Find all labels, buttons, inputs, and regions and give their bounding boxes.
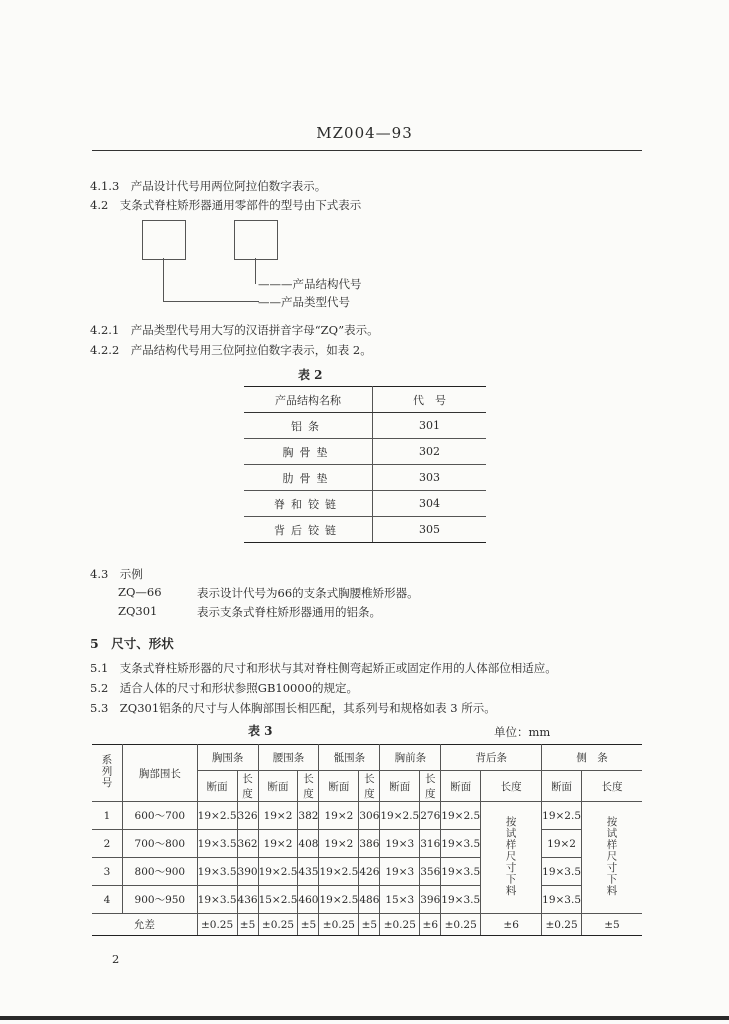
table-row [92, 830, 642, 858]
side-length-note: 按试样尺寸下料 [582, 802, 643, 914]
tolerance-cell: ±6 [481, 914, 542, 936]
section5-title: 5 尺寸、形状 [90, 636, 174, 651]
table3-group: 腰围条 [258, 745, 319, 771]
clause-4-2-2: 4.2.2 产品结构代号用三位阿拉伯数字表示，如表 2。 [90, 343, 372, 357]
table3-sub-section: 断面 [380, 771, 420, 802]
table3-sub-section: 断面 [197, 771, 237, 802]
value-cell: 426 [359, 858, 380, 886]
table3-group: 胸围条 [197, 745, 258, 771]
table2-header-row [244, 387, 486, 413]
value-cell: 19×3 [380, 858, 420, 886]
value-cell: 19×3.5 [441, 886, 481, 914]
table3-sub-length: 长度 [481, 771, 542, 802]
table-row [244, 413, 486, 439]
tolerance-cell: ±5 [237, 914, 258, 936]
table3-group: 骶围条 [319, 745, 380, 771]
value-cell: 19×2.5 [319, 858, 359, 886]
side-section-cell: 19×3.5 [542, 886, 582, 914]
value-cell: 19×2.5 [441, 802, 481, 830]
value-cell: 436 [237, 886, 258, 914]
table3-sub-length: 长度 [582, 771, 643, 802]
value-cell: 408 [298, 830, 319, 858]
type-code-box [142, 220, 186, 260]
value-cell: 362 [237, 830, 258, 858]
clause-4-2-1: 4.2.1 产品类型代号用大写的汉语拼音字母“ZQ”表示。 [90, 323, 379, 337]
value-cell: 19×2.5 [197, 802, 237, 830]
value-cell: 396 [420, 886, 441, 914]
table3 [92, 744, 642, 936]
value-cell: 486 [359, 886, 380, 914]
table3-sub-section: 断面 [258, 771, 298, 802]
table-row [244, 465, 486, 491]
value-cell: 19×3.5 [197, 886, 237, 914]
tolerance-cell: ±0.25 [542, 914, 582, 936]
table-row [244, 517, 486, 543]
side-section-cell: 19×2.5 [542, 802, 582, 830]
value-cell: 382 [298, 802, 319, 830]
value-cell: 19×3.5 [441, 858, 481, 886]
value-cell: 460 [298, 886, 319, 914]
table3-group: 胸前条 [380, 745, 441, 771]
clause-5-1: 5.1 支条式脊柱矫形器的尺寸和形状与其对脊柱侧弯起矫正或固定作用的人体部位相适应。 [90, 661, 557, 675]
structure-code-label: ———产品结构代号 [258, 277, 362, 291]
table2-header-name: 产品结构名称 [244, 387, 373, 413]
value-cell: 386 [359, 830, 380, 858]
type-leader-h [163, 301, 259, 302]
clause-4-2: 4.2 支条式脊柱矫形器通用零部件的型号由下式表示 [90, 198, 362, 212]
type-leader-v [163, 258, 164, 302]
table3-sub-section: 断面 [441, 771, 481, 802]
table3-unit: 单位：mm [494, 725, 551, 739]
tolerance-row [92, 914, 642, 936]
table2-name: 胸骨垫 [244, 439, 373, 465]
table2-header-code: 代 号 [373, 387, 487, 413]
table2-name: 脊和铰链 [244, 491, 373, 517]
value-cell: 15×3 [380, 886, 420, 914]
value-cell: 19×3.5 [197, 858, 237, 886]
table2-code: 305 [373, 517, 487, 543]
clause-5-2: 5.2 适合人体的尺寸和形状参照GB10000的规定。 [90, 681, 359, 695]
table3-group: 背后条 [441, 745, 542, 771]
table-row [92, 858, 642, 886]
value-cell: 19×2.5 [258, 858, 298, 886]
example-2-code: ZQ301 [118, 604, 158, 618]
tolerance-cell: ±0.25 [441, 914, 481, 936]
table3-title: 表 3 [248, 724, 273, 738]
table-row [244, 439, 486, 465]
table3-sub-section: 断面 [542, 771, 582, 802]
table3-group: 侧 条 [542, 745, 642, 771]
tolerance-cell: ±0.25 [197, 914, 237, 936]
tolerance-cell: ±5 [298, 914, 319, 936]
header-rule [92, 150, 642, 151]
table2-name: 铝条 [244, 413, 373, 439]
value-cell: 306 [359, 802, 380, 830]
tolerance-cell: ±0.25 [258, 914, 298, 936]
tolerance-cell: ±0.25 [319, 914, 359, 936]
chest-cell: 600～700 [123, 802, 198, 830]
table3-sub-section: 断面 [319, 771, 359, 802]
value-cell: 276 [420, 802, 441, 830]
chest-cell: 900～950 [123, 886, 198, 914]
page-bottom-edge [0, 1016, 729, 1020]
type-code-label: ——产品类型代号 [258, 295, 350, 309]
page-number: 2 [112, 952, 120, 966]
tolerance-cell: ±5 [359, 914, 380, 936]
table3-sub-length: 长度 [420, 771, 441, 802]
table2-code: 303 [373, 465, 487, 491]
series-cell: 2 [92, 830, 123, 858]
series-cell: 4 [92, 886, 123, 914]
tolerance-cell: ±0.25 [380, 914, 420, 936]
value-cell: 19×3 [380, 830, 420, 858]
table3-col-series: 系列号 [92, 745, 123, 802]
value-cell: 19×3.5 [197, 830, 237, 858]
value-cell: 390 [237, 858, 258, 886]
document-code: MZ004—93 [316, 124, 413, 142]
side-section-cell: 19×3.5 [542, 858, 582, 886]
table-row [92, 886, 642, 914]
table3-header-row [92, 745, 642, 771]
clause-4-1-3: 4.1.3 产品设计代号用两位阿拉伯数字表示。 [90, 179, 327, 193]
value-cell: 435 [298, 858, 319, 886]
value-cell: 19×2.5 [319, 886, 359, 914]
table2-name: 肋骨垫 [244, 465, 373, 491]
table3-sub-length: 长度 [359, 771, 380, 802]
value-cell: 19×2.5 [380, 802, 420, 830]
example-1-code: ZQ—66 [118, 585, 162, 599]
example-2-desc: 表示支条式脊柱矫形器通用的铝条。 [197, 605, 381, 619]
value-cell: 19×2 [319, 830, 359, 858]
side-section-cell: 19×2 [542, 830, 582, 858]
value-cell: 356 [420, 858, 441, 886]
table2 [244, 386, 486, 543]
chest-cell: 700～800 [123, 830, 198, 858]
table3-col-chest: 胸部围长 [123, 745, 198, 802]
tolerance-cell: ±6 [420, 914, 441, 936]
example-1-desc: 表示设计代号为66的支条式胸腰椎矫形器。 [197, 586, 419, 600]
value-cell: 316 [420, 830, 441, 858]
structure-leader-v [255, 258, 256, 284]
series-cell: 3 [92, 858, 123, 886]
table2-name: 背后铰链 [244, 517, 373, 543]
table3-sub-length: 长度 [298, 771, 319, 802]
table2-code: 302 [373, 439, 487, 465]
structure-code-box [234, 220, 278, 260]
table3-sub-length: 长度 [237, 771, 258, 802]
table2-code: 304 [373, 491, 487, 517]
tolerance-label: 允差 [92, 914, 197, 936]
value-cell: 19×3.5 [441, 830, 481, 858]
value-cell: 15×2.5 [258, 886, 298, 914]
value-cell: 19×2 [258, 830, 298, 858]
table-row [244, 491, 486, 517]
value-cell: 19×2 [319, 802, 359, 830]
back-length-note: 按试样尺寸下料 [481, 802, 542, 914]
value-cell: 19×2 [258, 802, 298, 830]
value-cell: 326 [237, 802, 258, 830]
table2-title: 表 2 [298, 368, 323, 382]
tolerance-cell: ±5 [582, 914, 643, 936]
clause-5-3: 5.3 ZQ301铝条的尺寸与人体胸部围长相匹配，其系列号和规格如表 3 所示。 [90, 701, 496, 715]
series-cell: 1 [92, 802, 123, 830]
chest-cell: 800～900 [123, 858, 198, 886]
table-row [92, 802, 642, 830]
table2-code: 301 [373, 413, 487, 439]
clause-4-3: 4.3 示例 [90, 567, 143, 581]
